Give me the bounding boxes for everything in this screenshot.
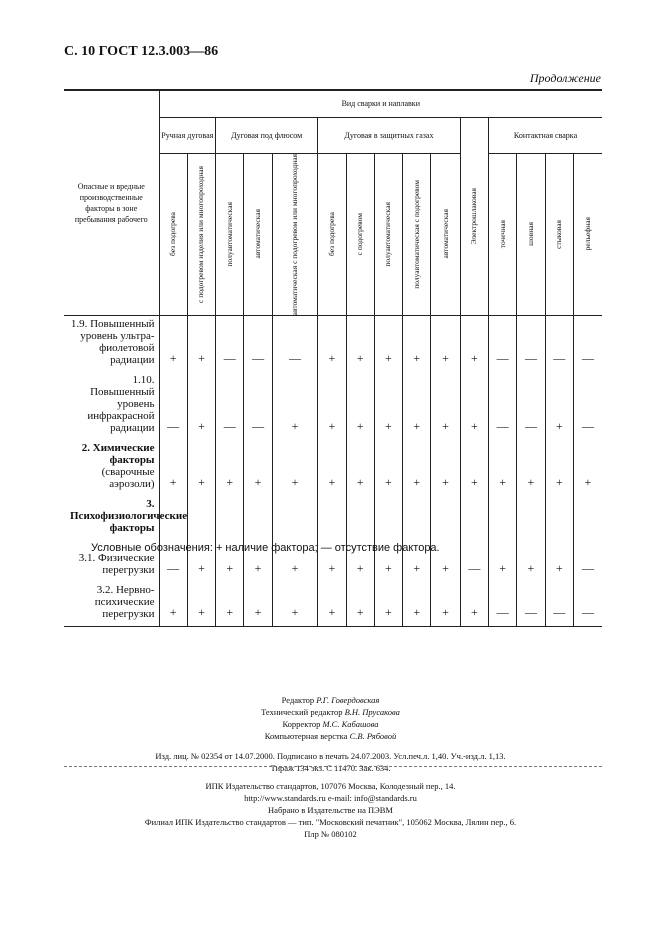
value-cell: +	[489, 540, 517, 582]
factors-column-header: Опасные и вредные производственные факторы в зоне пребывания рабочего	[64, 90, 159, 315]
value-cell: —	[460, 540, 488, 582]
subcolumn-label: без подогрева	[326, 212, 336, 257]
subcolumn-header	[216, 153, 244, 315]
subcolumn-header	[244, 153, 272, 315]
factor-number: 1.9.	[70, 317, 88, 330]
value-cell: +	[272, 372, 317, 440]
subcolumn-header	[403, 153, 431, 315]
value-cell: +	[216, 440, 244, 496]
subcolumn-header	[573, 153, 602, 315]
group-header: Контактная сварка	[489, 117, 603, 153]
value-cell: +	[431, 372, 460, 440]
page-header: С. 10 ГОСТ 12.3.003—86	[64, 44, 219, 59]
value-cell: —	[272, 315, 317, 372]
corrector-line: Корректор М.С. Кабашова	[282, 719, 379, 729]
value-cell: +	[244, 540, 272, 582]
factor-label: Химические факторы	[92, 441, 155, 466]
value-cell: +	[460, 372, 488, 440]
value-cell: +	[545, 372, 573, 440]
editor-line: Редактор Р.Г. Говердовская	[281, 695, 380, 705]
value-cell: —	[216, 372, 244, 440]
table-row	[64, 582, 602, 627]
value-cell	[187, 496, 215, 540]
tech-editor-line: Технический редактор В.Н. Прусакова	[261, 707, 400, 717]
factor-number: 3.	[146, 497, 155, 510]
subcolumn-header	[489, 153, 517, 315]
subcolumn-label: полуавтоматическая с подогревом	[411, 179, 421, 289]
subcolumn-header	[545, 153, 573, 315]
group-header: Ручная дуговая	[159, 117, 216, 153]
factor-number: 2.	[81, 441, 90, 454]
publisher-line: ИПК Издательство стандартов, 107076 Москва, Колодезный пер., 14.	[205, 781, 456, 791]
factor-label: Повышенный уровень инфракрасной радиации	[87, 385, 155, 434]
plr-line: Плр № 080102	[304, 829, 357, 839]
value-cell: +	[460, 582, 488, 627]
value-cell: —	[159, 372, 187, 440]
continuation-label: Продолжение	[529, 71, 601, 85]
value-cell: +	[272, 582, 317, 627]
factor-cell	[64, 372, 159, 440]
value-cell: +	[318, 582, 346, 627]
value-cell: +	[187, 440, 215, 496]
value-cell: —	[573, 582, 602, 627]
value-cell	[216, 496, 244, 540]
value-cell: +	[431, 540, 460, 582]
value-cell: +	[216, 540, 244, 582]
subcolumn-label: полуавтоматическая	[224, 201, 234, 267]
subcolumn-label: полуавтоматическая	[383, 201, 393, 267]
value-cell: +	[244, 440, 272, 496]
value-cell	[573, 496, 602, 540]
value-cell: +	[374, 440, 402, 496]
value-cell: +	[431, 582, 460, 627]
value-cell: —	[489, 372, 517, 440]
value-cell: +	[573, 440, 602, 496]
factor-label: Повышенный уровень ультра-фиолетовой радиации	[80, 317, 155, 366]
value-cell: +	[216, 582, 244, 627]
value-cell: +	[159, 440, 187, 496]
printer-line: Филиал ИПК Издательство стандартов — тип. "Московский печатник", 105062 Москва, Лялин пер., 6.	[144, 817, 517, 827]
subcolumn-header	[159, 153, 187, 315]
value-cell: —	[244, 372, 272, 440]
value-cell	[460, 496, 488, 540]
value-cell: +	[431, 315, 460, 372]
factor-label: Нервно-психические перегрузки	[94, 583, 155, 620]
value-cell: +	[346, 372, 374, 440]
table-row	[64, 315, 602, 372]
subcolumn-label: шовная	[525, 222, 535, 247]
value-cell: +	[545, 440, 573, 496]
value-cell: —	[517, 582, 545, 627]
value-cell: —	[545, 582, 573, 627]
value-cell: +	[187, 540, 215, 582]
factor-label: Психофизиологические факторы	[70, 509, 188, 534]
value-cell: —	[517, 372, 545, 440]
value-cell: +	[403, 315, 431, 372]
value-cell	[431, 496, 460, 540]
license-line: Изд. лиц. № 02354 от 14.07.2000. Подписано в печать 24.07.2003. Усл.печ.л. 1,40. Уч.-изд.л. 1,13.	[155, 751, 506, 761]
value-cell	[244, 496, 272, 540]
factor-number: 3.1.	[78, 551, 96, 564]
value-cell: +	[187, 372, 215, 440]
subcolumn-label: стыковая	[554, 219, 564, 249]
table-row	[64, 496, 602, 540]
group-header-label: Электрошлаковая	[469, 187, 479, 245]
value-cell: —	[517, 315, 545, 372]
factor-label: Физические перегрузки	[98, 551, 155, 576]
value-cell	[403, 496, 431, 540]
subcolumn-label: точечная	[497, 220, 507, 249]
typeset-line: Набрано в Издательстве на ПЭВМ	[268, 805, 393, 815]
value-cell: +	[318, 372, 346, 440]
value-cell: —	[244, 315, 272, 372]
subcolumn-header	[272, 153, 317, 315]
value-cell: —	[545, 315, 573, 372]
value-cell: +	[346, 540, 374, 582]
factor-number: 1.10.	[132, 373, 155, 386]
subcolumn-header	[318, 153, 346, 315]
welding-type-header: Вид сварки и наплавки	[159, 90, 602, 117]
value-cell	[346, 496, 374, 540]
value-cell: —	[573, 315, 602, 372]
value-cell: +	[187, 315, 215, 372]
value-cell: —	[573, 372, 602, 440]
subcolumn-label: автоматическая	[440, 209, 450, 259]
value-cell: +	[318, 440, 346, 496]
layout-line: Компьютерная верстка С.В. Рябовой	[264, 731, 397, 741]
value-cell: —	[159, 540, 187, 582]
value-cell: +	[318, 540, 346, 582]
value-cell	[517, 496, 545, 540]
subcolumn-label: без подогрева	[168, 212, 178, 257]
value-cell: +	[159, 315, 187, 372]
value-cell: +	[431, 440, 460, 496]
value-cell: +	[403, 582, 431, 627]
value-cell: —	[489, 582, 517, 627]
subcolumn-label: с подогревом	[355, 212, 365, 256]
group-header: Дуговая в защитных газах	[318, 117, 461, 153]
subcolumn-label: рельефная	[582, 217, 592, 251]
factor-number: 3.2.	[96, 583, 114, 596]
value-cell: +	[517, 440, 545, 496]
legend: Условные обозначения: + наличие фактора; — отсутствие фактора.	[91, 542, 440, 554]
value-cell: +	[374, 582, 402, 627]
value-cell: —	[489, 315, 517, 372]
factor-cell	[64, 496, 188, 540]
value-cell: +	[545, 540, 573, 582]
subcolumn-label: автоматическая	[253, 209, 263, 259]
value-cell: +	[403, 372, 431, 440]
subcolumn-header	[431, 153, 460, 315]
value-cell: +	[374, 315, 402, 372]
value-cell: +	[318, 315, 346, 372]
contacts-line: http://www.standards.ru e-mail: info@standards.ru	[244, 793, 417, 803]
value-cell: +	[403, 540, 431, 582]
value-cell	[318, 496, 346, 540]
table-row	[64, 372, 602, 440]
value-cell: +	[244, 582, 272, 627]
subcolumn-label: автоматическая с подогревом или многопроходная	[289, 153, 299, 315]
value-cell: +	[374, 372, 402, 440]
subcolumn-header	[187, 153, 215, 315]
value-cell: +	[187, 582, 215, 627]
factor-cell	[64, 582, 159, 627]
imprint	[0, 694, 661, 840]
value-cell: +	[460, 315, 488, 372]
value-cell: +	[517, 540, 545, 582]
value-cell	[374, 496, 402, 540]
subcolumn-header	[374, 153, 402, 315]
factor-cell	[64, 440, 159, 496]
value-cell: +	[346, 582, 374, 627]
value-cell: —	[573, 540, 602, 582]
separator	[64, 766, 602, 767]
value-cell	[489, 496, 517, 540]
group-header: Дуговая под флюсом	[216, 117, 318, 153]
value-cell: +	[374, 540, 402, 582]
group-header	[460, 117, 488, 315]
factor-label-extra: (сварочные аэрозоли)	[101, 465, 155, 490]
circulation-line: Тираж 134 экз. С 11470. Зак. 634.	[270, 763, 391, 773]
table-row	[64, 440, 602, 496]
value-cell: +	[489, 440, 517, 496]
value-cell: +	[460, 440, 488, 496]
value-cell: +	[346, 315, 374, 372]
value-cell: +	[346, 440, 374, 496]
value-cell: +	[403, 440, 431, 496]
value-cell: +	[272, 540, 317, 582]
value-cell	[272, 496, 317, 540]
factor-cell	[64, 315, 159, 372]
subcolumn-header	[517, 153, 545, 315]
value-cell: +	[272, 440, 317, 496]
subcolumn-header	[346, 153, 374, 315]
value-cell: +	[159, 582, 187, 627]
value-cell	[545, 496, 573, 540]
subcolumn-label: с подогревом изделия или многопроходная	[196, 165, 206, 303]
value-cell: —	[216, 315, 244, 372]
